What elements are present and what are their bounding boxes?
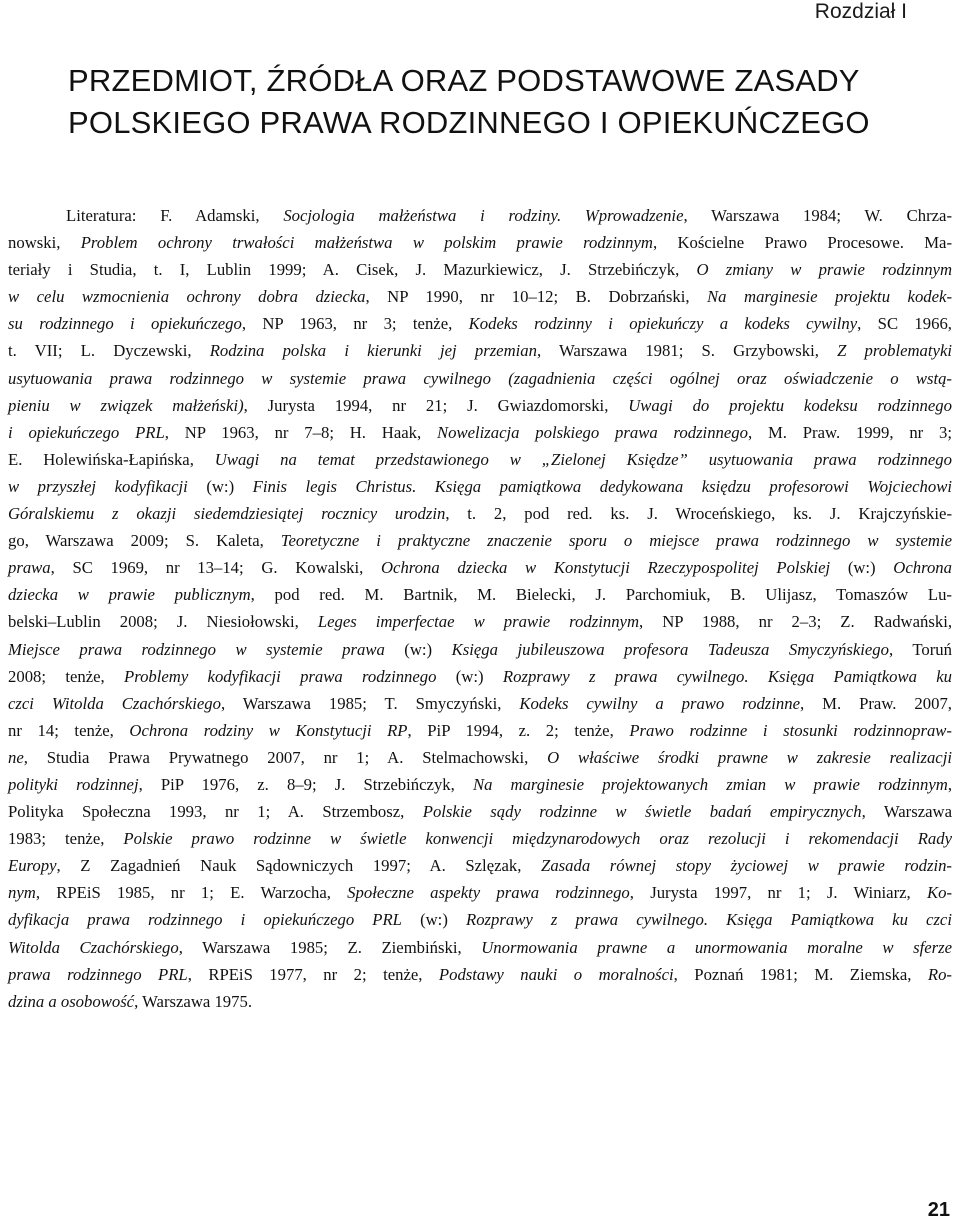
citation-text: , NP 1963, nr 3; tenże, bbox=[241, 314, 469, 334]
citation-text: , Toruń bbox=[888, 639, 952, 659]
citation-text: Polityka Społeczna 1993, nr 1; A. Strzembosz, bbox=[8, 802, 423, 822]
citation-title: Rozprawy z prawa cywilnego. Księga Pamiątkowa ku bbox=[502, 666, 953, 686]
page-number: 21 bbox=[927, 1199, 950, 1221]
citation-title: Polskie prawo rodzinne w świetle konwencji międzynarodowych oraz rezolucji i rekomendacji Rady bbox=[123, 829, 952, 849]
literature-line bbox=[8, 744, 952, 771]
literature-line bbox=[8, 581, 952, 608]
citation-title: Góralskiemu z okazji siedemdziesiątej rocznicy urodzin bbox=[8, 504, 446, 524]
literature-line bbox=[8, 608, 952, 635]
literature-line bbox=[8, 636, 952, 663]
chapter-title bbox=[68, 60, 908, 144]
citation-text: , t. 2, pod red. ks. J. Wroceńskiego, ks. J. Krajczyńskie- bbox=[445, 504, 952, 524]
literature-line bbox=[8, 500, 952, 527]
citation-text: , Warszawa 1985; Z. Ziembiński, bbox=[178, 937, 482, 957]
citation-title: nym bbox=[8, 883, 36, 903]
literature-line bbox=[8, 825, 952, 852]
citation-text: , RPEiS 1985, nr 1; E. Warzocha, bbox=[35, 883, 348, 903]
citation-title: Ochrona bbox=[893, 558, 952, 578]
citation-text: , Studia Prawa Prywatnego 2007, nr 1; A. Stelmachowski, bbox=[23, 747, 548, 767]
citation-text: , PiP 1994, z. 2; tenże, bbox=[407, 720, 630, 740]
literature-line bbox=[8, 392, 952, 419]
literature-line bbox=[8, 419, 952, 446]
chapter-title-line-2: POLSKIEGO PRAWA RODZINNEGO I OPIEKUŃCZEGO bbox=[68, 105, 870, 140]
citation-text: , Poznań 1981; M. Ziemska, bbox=[673, 964, 928, 984]
literature-line bbox=[8, 717, 952, 744]
citation-text: , Warszawa bbox=[861, 802, 952, 822]
citation-text: nr 14; tenże, bbox=[8, 720, 130, 740]
literature-line bbox=[8, 337, 952, 364]
citation-text: teriały i Studia, t. I, Lublin 1999; A. Cisek, J. Mazurkiewicz, J. Strzebińczyk, bbox=[8, 260, 697, 280]
citation-text: nowski, bbox=[8, 233, 81, 253]
literature-line bbox=[8, 663, 952, 690]
chapter-label: Rozdział I bbox=[814, 0, 907, 23]
citation-title: Rozprawy z prawa cywilnego. Księga Pamiątkowa ku czci bbox=[466, 910, 952, 930]
citation-title: i opiekuńczego PRL bbox=[8, 422, 165, 442]
citation-title: w celu wzmocnienia ochrony dobra dziecka bbox=[8, 287, 366, 307]
citation-text: , pod red. M. Bartnik, M. Bielecki, J. Parchomiuk, B. Ulijasz, Tomaszów Lu- bbox=[250, 585, 952, 605]
literature-line bbox=[8, 934, 952, 961]
citation-text: , NP 1988, nr 2–3; Z. Radwański, bbox=[639, 612, 952, 632]
literature-line bbox=[8, 690, 952, 717]
citation-title: Społeczne aspekty prawa rodzinnego bbox=[347, 883, 630, 903]
literature-paragraph bbox=[8, 202, 952, 1015]
citation-title: pieniu w związek małżeński) bbox=[8, 395, 244, 415]
literature-line bbox=[8, 554, 952, 581]
citation-title: Teoretyczne i praktyczne znaczenie sporu o miejsce prawa rodzinnego w systemie bbox=[280, 531, 952, 551]
citation-title: Ko- bbox=[926, 883, 952, 903]
citation-text: t. VII; L. Dyczewski, bbox=[8, 341, 210, 361]
literature-line bbox=[8, 310, 952, 337]
citation-title: Unormowania prawne a unormowania moralne w sferze bbox=[481, 937, 953, 957]
literature-line bbox=[8, 446, 952, 473]
citation-text: , Z Zagadnień Nauk Sądowniczych 1997; A. Szlęzak, bbox=[56, 856, 542, 876]
citation-title: Europy bbox=[8, 856, 57, 876]
literature-line bbox=[8, 852, 952, 879]
citation-title: Uwagi do projektu kodeksu rodzinnego bbox=[628, 395, 952, 415]
citation-title: Nowelizacja polskiego prawa rodzinnego bbox=[436, 422, 748, 442]
citation-title: Zasada równej stopy życiowej w prawie rodzin- bbox=[541, 856, 952, 876]
citation-text: go, Warszawa 2009; S. Kaleta, bbox=[8, 531, 281, 551]
citation-title: w przyszłej kodyfikacji bbox=[8, 476, 188, 496]
literature-line bbox=[8, 256, 952, 283]
citation-text: , PiP 1976, z. 8–9; J. Strzebińczyk, bbox=[138, 774, 473, 794]
citation-title: Rodzina polska i kierunki jej przemian bbox=[209, 341, 537, 361]
citation-text: (w:) bbox=[401, 910, 466, 930]
citation-title: dziecka w prawie publicznym bbox=[8, 585, 251, 605]
citation-text: , bbox=[947, 774, 952, 794]
citation-text: 2008; tenże, bbox=[8, 666, 124, 686]
citation-title: polityki rodzinnej bbox=[8, 774, 139, 794]
citation-text: , NP 1963, nr 7–8; H. Haak, bbox=[164, 422, 437, 442]
citation-title: Leges imperfectae w prawie rodzinnym bbox=[317, 612, 640, 632]
citation-text: E. Holewińska-Łapińska, bbox=[8, 449, 215, 469]
citation-title: Uwagi na temat przedstawionego w „Zielonej Księdze” usytuowania prawa rodzinnego bbox=[214, 449, 952, 469]
citation-title: Prawo rodzinne i stosunki rodzinnopraw- bbox=[629, 720, 952, 740]
citation-text: , Warszawa 1984; W. Chrza- bbox=[683, 206, 953, 225]
citation-text: , Warszawa 1981; S. Grzybowski, bbox=[536, 341, 838, 361]
citation-title: su rodzinnego i opiekuńczego bbox=[8, 314, 242, 334]
citation-title: usytuowania prawa rodzinnego w systemie prawa cywilnego (zagadnienia części ogólnej oraz oświadczenie o wstą- bbox=[8, 368, 952, 388]
citation-text: , NP 1990, nr 10–12; B. Dobrzański, bbox=[365, 287, 708, 307]
literature-line bbox=[8, 527, 952, 554]
citation-text: belski–Lublin 2008; J. Niesiołowski, bbox=[8, 612, 318, 632]
chapter-title-line-1: PRZEDMIOT, ŹRÓDŁA ORAZ PODSTAWOWE ZASADY bbox=[68, 63, 860, 98]
citation-text: , Warszawa 1975. bbox=[134, 991, 252, 1011]
citation-text: , SC 1966, bbox=[857, 314, 952, 334]
citation-text: , Kościelne Prawo Procesowe. Ma- bbox=[652, 233, 952, 253]
citation-title: czci Witolda Czachórskiego bbox=[8, 693, 221, 713]
literature-line bbox=[8, 988, 952, 1015]
citation-title: Problem ochrony trwałości małżeństwa w polskim prawie rodzinnym bbox=[80, 233, 653, 253]
citation-title: Socjologia małżeństwa i rodziny. Wprowadzenie bbox=[283, 206, 684, 225]
citation-title: Na marginesie projektowanych zmian w prawie rodzinnym bbox=[472, 774, 948, 794]
literature-line bbox=[8, 365, 952, 392]
citation-title: O zmiany w prawie rodzinnym bbox=[696, 260, 952, 280]
literature-label: Literatura: bbox=[66, 206, 137, 225]
citation-title: Podstawy nauki o moralności bbox=[438, 964, 674, 984]
citation-text: , Warszawa 1985; T. Smyczyński, bbox=[220, 693, 520, 713]
literature-line bbox=[66, 202, 952, 229]
citation-title: Ochrona rodziny w Konstytucji RP bbox=[129, 720, 408, 740]
citation-title: Na marginesie projektu kodek- bbox=[707, 287, 952, 307]
literature-line bbox=[8, 283, 952, 310]
citation-title: Ochrona dziecka w Konstytucji Rzeczypospolitej Polskiej bbox=[381, 558, 831, 578]
citation-title: Polskie sądy rodzinne w świetle badań empirycznych bbox=[422, 802, 862, 822]
citation-title: prawa bbox=[8, 558, 51, 578]
citation-title: Miejsce prawa rodzinnego w systemie prawa bbox=[8, 639, 385, 659]
citation-text: (w:) bbox=[830, 558, 894, 578]
literature-line bbox=[8, 229, 952, 256]
citation-title: dyfikacja prawa rodzinnego i opiekuńczego PRL bbox=[8, 910, 402, 930]
citation-text: F. Adamski, bbox=[160, 206, 284, 225]
citation-title: O właściwe środki prawne w zakresie realizacji bbox=[547, 747, 952, 767]
citation-title: Kodeks rodzinny i opiekuńczy a kodeks cywilny bbox=[468, 314, 858, 334]
citation-text: (w:) bbox=[384, 639, 452, 659]
citation-title: Ro- bbox=[927, 964, 952, 984]
literature-line bbox=[8, 473, 952, 500]
citation-title: ne bbox=[8, 747, 24, 767]
citation-text: , Jurysta 1994, nr 21; J. Gwiazdomorski, bbox=[243, 395, 629, 415]
citation-title: Finis legis Christus. Księga pamiątkowa dedykowana księdzu profesorowi Wojciechowi bbox=[252, 476, 952, 496]
citation-text: , RPEiS 1977, nr 2; tenże, bbox=[187, 964, 439, 984]
citation-text: 1983; tenże, bbox=[8, 829, 124, 849]
citation-title: Z problematyki bbox=[837, 341, 952, 361]
citation-text: , M. Praw. 1999, nr 3; bbox=[747, 422, 952, 442]
literature-line bbox=[8, 771, 952, 798]
citation-title: prawa rodzinnego PRL bbox=[8, 964, 188, 984]
citation-text: , Jurysta 1997, nr 1; J. Winiarz, bbox=[629, 883, 927, 903]
citation-text: , M. Praw. 2007, bbox=[800, 693, 952, 713]
citation-title: Księga jubileuszowa profesora Tadeusza Smyczyńskiego bbox=[451, 639, 889, 659]
citation-text: , SC 1969, nr 13–14; G. Kowalski, bbox=[50, 558, 381, 578]
citation-text: (w:) bbox=[436, 666, 503, 686]
citation-title: Witolda Czachórskiego bbox=[8, 937, 179, 957]
literature-line bbox=[8, 798, 952, 825]
citation-text: (w:) bbox=[187, 476, 253, 496]
citation-title: dzina a osobowość bbox=[8, 991, 135, 1011]
literature-line bbox=[8, 961, 952, 988]
literature-line bbox=[8, 906, 952, 933]
literature-line bbox=[8, 879, 952, 906]
citation-title: Kodeks cywilny a prawo rodzinne bbox=[519, 693, 801, 713]
citation-title: Problemy kodyfikacji prawa rodzinnego bbox=[124, 666, 437, 686]
